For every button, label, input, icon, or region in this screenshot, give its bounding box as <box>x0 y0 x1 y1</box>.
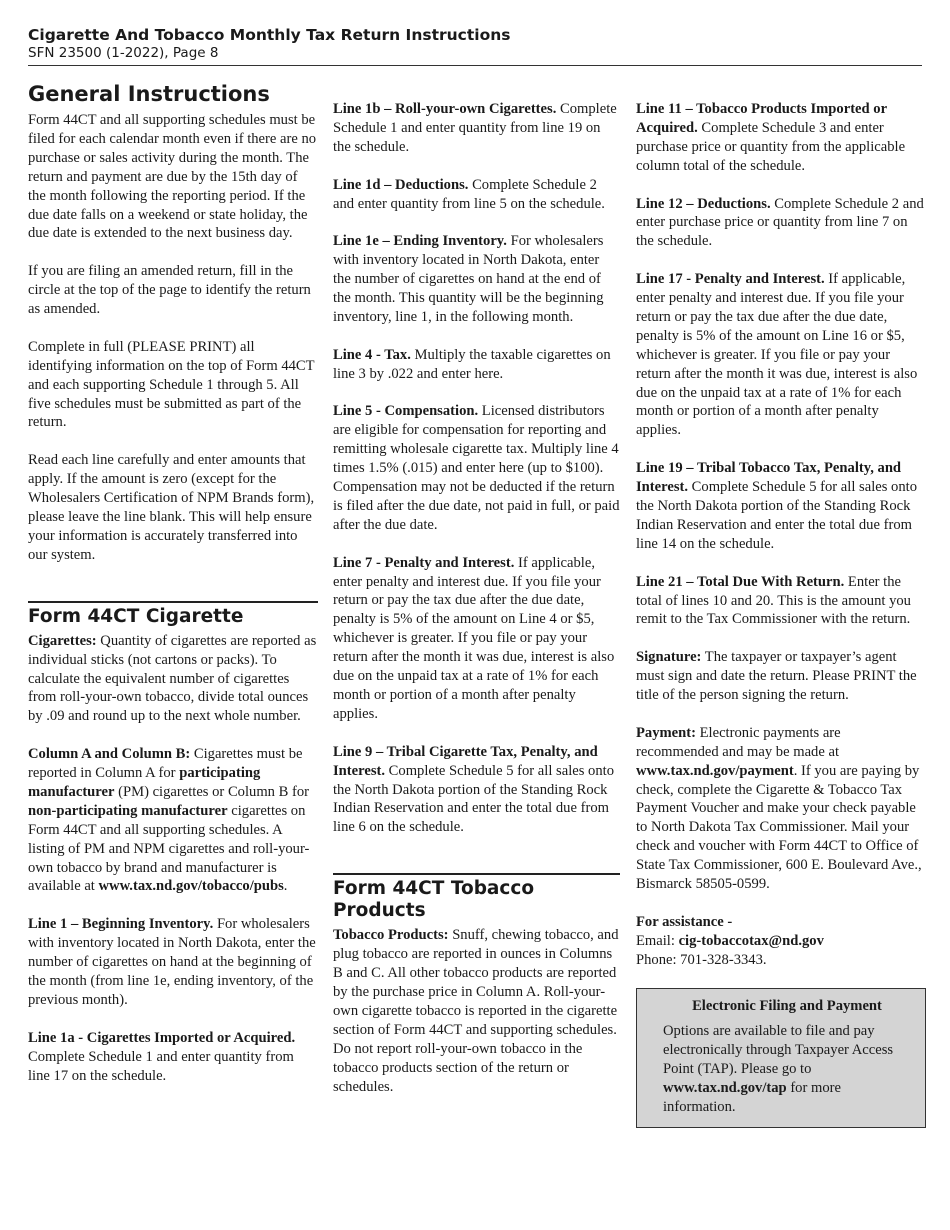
general-paragraph-4: Read each line carefully and enter amounts that apply. If the amount is zero (except for the Wholesalers Certification of NPM Brands form), please leave the line blank. This will help ensure your information is accurately transferred into our system. <box>28 452 315 563</box>
columns-text-2: (PM) cigarettes or Column B for <box>114 783 310 800</box>
line-1b-text: Complete Schedule 1 and enter quantity from line 19 on the schedule. <box>333 101 617 155</box>
line-12-paragraph <box>636 195 926 252</box>
line-1a-paragraph <box>28 1029 318 1086</box>
email-link[interactable]: cig-tobaccotax@nd.gov <box>678 932 824 949</box>
signature-paragraph <box>636 648 926 705</box>
general-paragraph-3: Complete in full (PLEASE PRINT) all identifying information on the top of Form 44CT and each supporting Schedule 1 through 5. All five schedules must be submitted as part of the return. <box>28 338 315 431</box>
line-4-label: Line 4 - Tax. <box>333 346 411 363</box>
line-17-label: Line 17 - Penalty and Interest. <box>636 271 825 288</box>
npm-term: non-participating manufacturer <box>28 802 228 819</box>
line-11-label: Line 11 – Tobacco Products Imported or Acquired. <box>636 101 887 136</box>
tobacco-pubs-link[interactable]: www.tax.nd.gov/tobacco/pubs <box>98 878 284 895</box>
line-21-label: Line 21 – Total Due With Return. <box>636 573 845 590</box>
line-1e-label: Line 1e – Ending Inventory. <box>333 233 507 250</box>
efile-title: Electronic Filing and Payment <box>692 998 882 1015</box>
phone-text: Phone: 701-328-3343. <box>636 951 767 968</box>
line-5-paragraph <box>333 402 620 534</box>
line-1b-paragraph <box>333 100 620 157</box>
payment-text-2: . If you are paying by check, complete the Cigarette & Tobacco Tax Payment Voucher and make your check payable to North Dakota Tax Commissioner. Mail your check and voucher with Form 44CT to Office of State Tax Commissioner, 600 E. Boulevard Ave., Bismarck 58505-0599. <box>636 762 922 893</box>
line-1b-label: Line 1b – Roll-your-own Cigarettes. <box>333 101 557 117</box>
efile-text-1: Options are available to file and pay electronically through Taxpayer Access Point (TAP). Please go to <box>663 1023 894 1078</box>
tobacco-products-paragraph <box>333 926 620 1096</box>
columns-text-3: cigarettes on Form 44CT and all supporting schedules. A listing of PM and NPM cigarettes and roll-your-own tobacco by brand and manufacturer is available at <box>28 802 310 895</box>
general-paragraph-2: If you are filing an amended return, fill in the circle at the top of the page to identify the return as amended. <box>28 263 311 318</box>
payment-link[interactable]: www.tax.nd.gov/payment <box>636 762 794 779</box>
line-1a-label: Line 1a - Cigarettes Imported or Acquired. <box>28 1029 296 1046</box>
cigarette-section-heading: Form 44CT Cigarette <box>28 601 318 628</box>
columns-text-end: . <box>283 878 288 895</box>
line-7-label: Line 7 - Penalty and Interest. <box>333 554 515 571</box>
pm-term: participating manufacturer <box>28 765 261 800</box>
tobacco-products-label: Tobacco Products: <box>333 927 449 944</box>
tap-link[interactable]: www.tax.nd.gov/tap <box>663 1080 787 1097</box>
payment-label: Payment: <box>636 724 696 741</box>
line-17-text: If applicable, enter penalty and interest due. If you file your return or pay the tax due after the due date, penalty is 5% of the amount on Line 16 or $5, whichever is greater. If you file or pay your return after the month it was due, interest is also due on the unpaid tax at a rate of 1% for each month or portion of a month after penalty applies. <box>636 271 918 439</box>
line-1e-paragraph <box>333 232 620 327</box>
line-9-paragraph <box>333 743 620 838</box>
tobacco-section-heading: Form 44CT Tobacco Products <box>333 873 620 922</box>
line-1a-text: Complete Schedule 1 and enter quantity from line 17 on the schedule. <box>28 1048 294 1084</box>
cigarettes-text: Quantity of cigarettes are reported as individual sticks (not cartons or packs). To calculate the equivalent number of cigarettes from roll-your-own tobacco, divide total ounces by .09 and round up to the next whole number. <box>28 632 317 725</box>
document-subtitle: SFN 23500 (1-2022), Page 8 <box>28 45 219 61</box>
header-divider <box>28 65 922 66</box>
email-label: Email: <box>636 932 679 949</box>
line-21-text: Enter the total of lines 10 and 20. This is the amount you remit to the Tax Commissioner with the return. <box>636 573 911 628</box>
line-1-text: For wholesalers with inventory located in North Dakota, enter the number of cigarettes on hand at the beginning of the month (from line 1e, ending inventory, of the previous month). <box>28 916 316 1008</box>
efile-box <box>636 988 926 1127</box>
document-title: Cigarette And Tobacco Monthly Tax Return Instructions <box>28 26 511 44</box>
line-11-paragraph <box>636 100 926 176</box>
line-7-text: If applicable, enter penalty and interest due. If you file your return or pay the tax due after the due date, penalty is 5% of the amount on Line 4 or $5, whichever is greater. If you file or pay your return after the month it was due, interest is also due on the unpaid tax at a rate of 1% for each month or portion of a month after penalty applies. <box>333 554 615 722</box>
line-11-text: Complete Schedule 3 and enter purchase price or quantity from the applicable column total of the schedule. <box>636 119 906 174</box>
line-21-paragraph <box>636 573 926 630</box>
line-12-text: Complete Schedule 2 and enter purchase price or quantity from line 7 on the schedule. <box>636 195 924 250</box>
columns-text-1: Cigarettes must be reported in Column A for <box>28 746 303 782</box>
line-4-text: Multiply the taxable cigarettes on line 3 by .022 and enter here. <box>333 346 611 382</box>
column-2 <box>333 100 620 1115</box>
general-instructions-heading: General Instructions <box>28 82 270 106</box>
line-17-paragraph <box>636 270 926 440</box>
line-1d-text: Complete Schedule 2 and enter quantity from line 5 on the schedule. <box>333 176 605 212</box>
line-7-paragraph <box>333 554 620 724</box>
payment-paragraph <box>636 724 926 894</box>
column-1 <box>28 80 318 1104</box>
cigarettes-paragraph <box>28 632 318 727</box>
efile-text-2: for more information. <box>663 1080 841 1115</box>
line-9-text: Complete Schedule 5 for all sales onto the North Dakota portion of the Standing Rock Indian Reservation and enter the total due from line 6 on the schedule. <box>333 762 615 836</box>
signature-label: Signature: <box>636 649 702 666</box>
line-19-paragraph <box>636 459 926 554</box>
column-3 <box>636 100 926 1128</box>
line-12-label: Line 12 – Deductions. <box>636 195 771 212</box>
line-1d-paragraph <box>333 176 620 214</box>
line-5-text: Licensed distributors are eligible for compensation for reporting and remitting wholesale cigarette tax. Multiply line 4 times 1.5% (.015) and enter here (up to $100). Compensation may not be deducted if the return is filed after the due date, not paid in full, or paid after the due date. <box>333 403 620 533</box>
line-19-label: Line 19 – Tribal Tobacco Tax, Penalty, and Interest. <box>636 460 902 496</box>
tobacco-products-text: Snuff, chewing tobacco, and plug tobacco are reported in ounces in Columns B and C. All other tobacco products are reported by the purchase price in Column A. Roll-your-own cigarette tobacco is reported in the cigarette section of Form 44CT and supporting schedules. Do not report roll-your-own tobacco in the tobacco products section of the return or schedules. <box>333 927 619 1095</box>
line-5-label: Line 5 - Compensation. <box>333 403 479 420</box>
line-9-label: Line 9 – Tribal Cigarette Tax, Penalty, and Interest. <box>333 743 598 779</box>
assistance-paragraph <box>636 913 926 970</box>
assistance-label: For assistance - <box>636 913 733 930</box>
columns-paragraph <box>28 745 318 896</box>
columns-label: Column A and Column B: <box>28 746 191 763</box>
line-1d-label: Line 1d – Deductions. <box>333 176 469 193</box>
cigarettes-label: Cigarettes: <box>28 632 97 649</box>
signature-text: The taxpayer or taxpayer’s agent must sign and date the return. Please PRINT the title of the person signing the return. <box>636 649 917 704</box>
efile-text <box>663 1022 911 1117</box>
page-header <box>28 26 922 62</box>
line-19-text: Complete Schedule 5 for all sales onto the North Dakota portion of the Standing Rock Indian Reservation and enter the total due from line 14 on the schedule. <box>636 479 918 552</box>
line-1e-text: For wholesalers with inventory located in North Dakota, enter the number of cigarettes on hand at the end of the month. This quantity will be the beginning inventory, line 1, in the following month. <box>333 233 604 325</box>
line-4-paragraph <box>333 346 620 384</box>
payment-text-1: Electronic payments are recommended and may be made at <box>636 724 841 760</box>
line-1-label: Line 1 – Beginning Inventory. <box>28 916 214 933</box>
line-1-paragraph <box>28 915 318 1010</box>
general-paragraph-1: Form 44CT and all supporting schedules must be filed for each calendar month even if there are no purchase or sales activity during the month. The return and payment are due by the 15th day of the month following the reporting period. If the due date falls on a weekend or state holiday, the due date is extended to the next business day. <box>28 112 317 242</box>
